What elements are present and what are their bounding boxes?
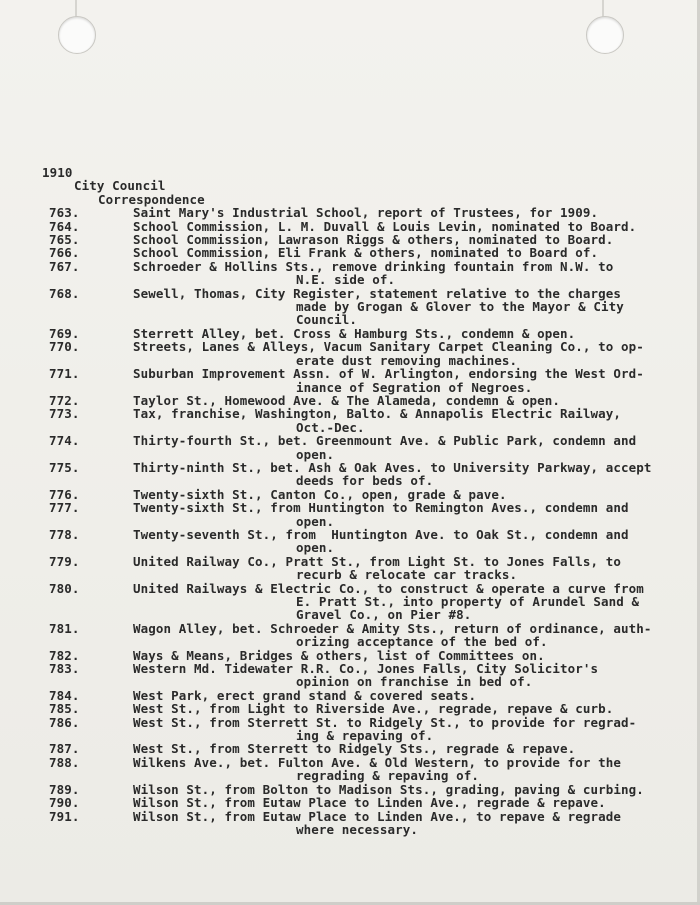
entry-text: Wilkens Ave., bet. Fulton Ave. & Old Western, to provide for the [133, 754, 622, 770]
entry-text-continued: opinion on franchise in bed of. [296, 674, 533, 690]
entry-number: 766. [49, 245, 80, 261]
entry-number: 775. [49, 459, 80, 475]
list-item [0, 434, 700, 461]
list-item [0, 649, 700, 662]
entry-text: Twenty-seventh St., from Huntington Ave. to Oak St., condemn and [133, 526, 629, 542]
entry-text: West St., from Sterrett St. to Ridgely St., to provide for regrad- [133, 714, 637, 730]
entry-text: Western Md. Tidewater R.R. Co., Jones Falls, City Solicitor's [133, 661, 599, 677]
entry-number: 785. [49, 701, 80, 717]
entry-text: Saint Mary's Industrial School, report of Trustees, for 1909. [133, 205, 599, 221]
list-item [0, 327, 700, 340]
entry-number: 778. [49, 526, 80, 542]
entry-number: 780. [49, 580, 80, 596]
list-item [0, 702, 700, 715]
entry-text-continued: regrading & repaving of. [296, 768, 480, 784]
entry-text-continued: recurb & relocate car tracks. [296, 567, 518, 583]
entry-text: School Commission, Eli Frank & others, nominated to Board of. [133, 245, 599, 261]
subsection-heading: Correspondence [98, 191, 205, 207]
list-item [0, 233, 700, 246]
list-item [0, 220, 700, 233]
list-item [0, 662, 700, 689]
entry-text: West St., from Sterrett to Ridgely Sts., regrade & repave. [133, 741, 576, 757]
entry-number: 764. [49, 218, 80, 234]
entry-number: 779. [49, 553, 80, 569]
entry-text: Taylor St., Homewood Ave. & The Alameda, condemn & open. [133, 392, 561, 408]
entry-number: 769. [49, 325, 80, 341]
entry-number: 783. [49, 661, 80, 677]
entry-text-continued: E. Pratt St., into property of Arundel Sand & [296, 594, 640, 609]
list-item [0, 461, 700, 488]
list-item [0, 796, 700, 809]
list-item [0, 287, 700, 327]
entry-number: 786. [49, 714, 80, 730]
list-item [0, 742, 700, 755]
entry-number: 777. [49, 500, 80, 516]
list-item [0, 246, 700, 259]
list-item [0, 528, 700, 555]
list-item [0, 622, 700, 649]
entry-number: 787. [49, 741, 80, 757]
entry-text: School Commission, L. M. Duvall & Louis Levin, nominated to Board. [133, 218, 637, 234]
entry-text: Wilson St., from Bolton to Madison Sts., grading, paving & curbing. [133, 781, 644, 797]
list-item [0, 756, 700, 783]
punch-hole-right [586, 16, 624, 54]
entry-number: 767. [49, 258, 80, 274]
entry-text-continued: open. [296, 446, 335, 462]
entry-number: 791. [49, 808, 80, 824]
entry-text: Streets, Lanes & Alleys, Vacum Sanitary Carpet Cleaning Co., to op- [133, 339, 644, 355]
list-item [0, 367, 700, 394]
entry-text-continued: inance of Segration of Negroes. [296, 379, 533, 395]
entry-text-continued: made by Grogan & Glover to the Mayor & City [296, 299, 624, 315]
entry-number: 771. [49, 366, 80, 382]
list-item [0, 555, 700, 582]
list-item [0, 394, 700, 407]
entry-number: 774. [49, 433, 80, 449]
entry-text: Thirty-fourth St., bet. Greenmount Ave. & Public Park, condemn and [133, 433, 637, 449]
entry-text-continued: where necessary. [296, 821, 419, 837]
entry-number: 789. [49, 781, 80, 797]
entry-text: Tax, franchise, Washington, Balto. & Annapolis Electric Railway, [133, 406, 622, 422]
list-item [0, 582, 700, 622]
list-item [0, 260, 700, 287]
punch-hole-left [58, 16, 96, 54]
entry-number: 784. [49, 687, 80, 703]
entry-number: 781. [49, 620, 80, 636]
entry-text: Twenty-sixth St., Canton Co., open, grade & pave. [133, 486, 507, 502]
entry-text-continued: open. [296, 513, 335, 529]
list-item [0, 340, 700, 367]
entry-number: 776. [49, 486, 80, 502]
entry-text-continued: Gravel Co., on Pier #8. [296, 607, 472, 623]
entry-text: Thirty-ninth St., bet. Ash & Oak Aves. to University Parkway, accept [133, 459, 652, 475]
list-item [0, 407, 700, 434]
entry-text: West Park, erect grand stand & covered seats. [133, 687, 477, 703]
year-heading: 1910 [42, 165, 73, 180]
list-item [0, 689, 700, 702]
entry-text: Schroeder & Hollins Sts., remove drinking fountain from N.W. to [133, 258, 614, 274]
entry-text: Wagon Alley, bet. Schroeder & Amity Sts., return of ordinance, auth- [133, 620, 652, 636]
entry-text-continued: Council. [296, 312, 358, 328]
entry-text: Suburban Improvement Assn. of W. Arlington, endorsing the West Ord- [133, 366, 644, 382]
entry-text: Sewell, Thomas, City Register, statement relative to the charges [133, 285, 622, 301]
section-heading: City Council [74, 178, 166, 194]
entry-number: 763. [49, 205, 80, 221]
entry-number: 770. [49, 339, 80, 355]
entry-text-continued: N.E. side of. [296, 272, 396, 288]
list-item [0, 206, 700, 219]
entry-text-continued: erate dust removing machines. [296, 352, 518, 368]
list-item [0, 810, 700, 837]
entry-text-continued: deeds for beds of. [296, 473, 434, 489]
entry-text: United Railway Co., Pratt St., from Light St. to Jones Falls, to [133, 553, 622, 569]
entry-text-continued: orizing acceptance of the bed of. [296, 634, 548, 650]
entry-text: West St., from Light to Riverside Ave., regrade, repave & curb. [133, 701, 614, 717]
entry-text: Ways & Means, Bridges & others, list of Committees on. [133, 647, 545, 663]
entry-number: 782. [49, 647, 80, 663]
entry-text: Twenty-sixth St., from Huntington to Remington Aves., condemn and [133, 500, 629, 516]
entry-number: 790. [49, 795, 80, 811]
entry-number: 768. [49, 285, 80, 301]
entry-number: 788. [49, 754, 80, 770]
entry-text: Wilson St., from Eutaw Place to Linden Ave., regrade & repave. [133, 795, 606, 811]
entry-text: Sterrett Alley, bet. Cross & Hamburg Sts., condemn & open. [133, 325, 576, 341]
list-item [0, 488, 700, 501]
list-item [0, 501, 700, 528]
entry-text-continued: ing & repaving of. [296, 728, 434, 744]
list-item [0, 716, 700, 743]
list-item [0, 783, 700, 796]
entry-text-continued: open. [296, 540, 335, 556]
entry-text: School Commission, Lawrason Riggs & others, nominated to Board. [133, 232, 614, 248]
entry-number: 772. [49, 392, 80, 408]
entry-number: 765. [49, 232, 80, 248]
entry-text-continued: Oct.-Dec. [296, 419, 365, 435]
entry-text: United Railways & Electric Co., to construct & operate a curve from [133, 580, 644, 596]
entry-list [0, 206, 700, 836]
entry-text: Wilson St., from Eutaw Place to Linden Ave., to repave & regrade [133, 808, 622, 824]
entry-number: 773. [49, 406, 80, 422]
document-text [0, 166, 700, 836]
